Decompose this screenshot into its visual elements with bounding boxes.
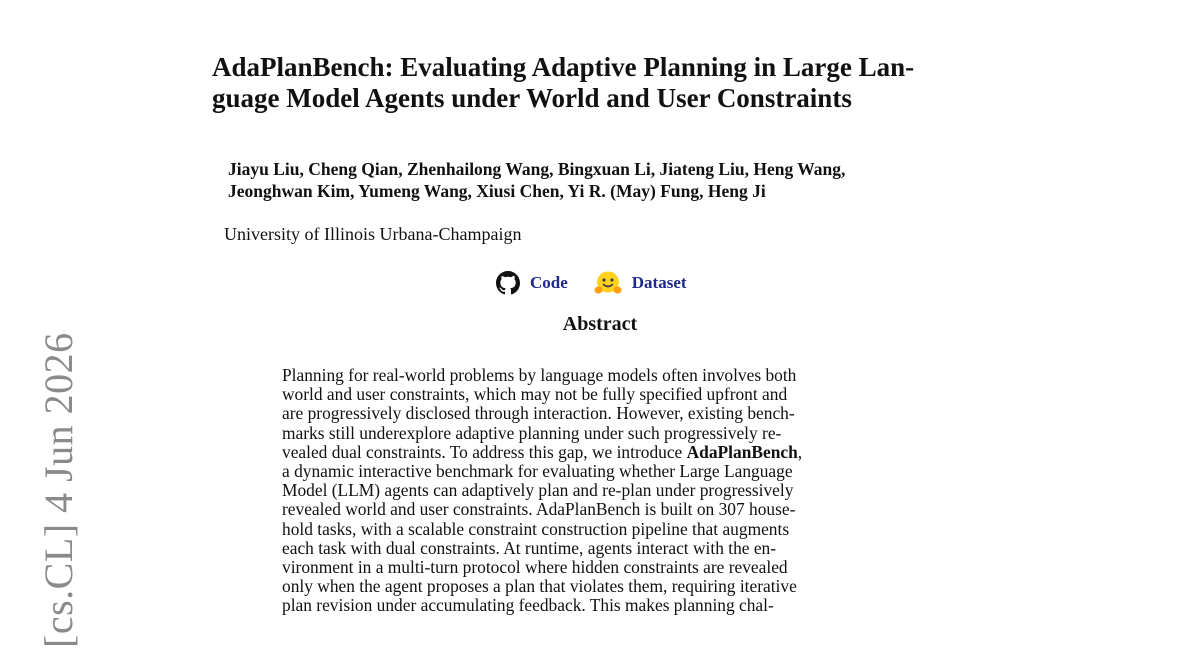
code-link[interactable] xyxy=(496,271,568,295)
arxiv-margin-stamp xyxy=(0,332,90,648)
abstract-line xyxy=(282,366,920,385)
abstract-text: Planning for real-world problems by language models often involves both xyxy=(282,365,797,385)
affiliation: University of Illinois Urbana-Champaign xyxy=(224,224,522,244)
authors-line: Jiayu Liu, Cheng Qian, Zhenhailong Wang, Bingxuan Li, Jiateng Liu, Heng Wang, xyxy=(228,159,846,179)
resource-links xyxy=(496,270,687,296)
arxiv-stamp-text: [cs.CL] 4 Jun 2026 xyxy=(36,332,81,648)
github-icon xyxy=(496,271,520,295)
abstract-text: , xyxy=(797,441,803,462)
abstract-line xyxy=(282,558,920,577)
abstract-text: a dynamic interactive benchmark for evaluating whether Large Language xyxy=(282,461,793,482)
abstract-line xyxy=(282,500,920,519)
abstract-text: hold tasks, with a scalable constraint construction pipeline that augments xyxy=(282,518,790,539)
abstract-text: world and user constraints, which may not be fully specified upfront and xyxy=(282,384,788,405)
abstract-line xyxy=(282,596,920,615)
abstract-line xyxy=(282,424,920,443)
abstract-line xyxy=(282,443,920,462)
paper-title xyxy=(212,52,1012,114)
author-list xyxy=(228,158,988,202)
huggingface-icon xyxy=(594,270,622,296)
title-line: guage Model Agents under World and User Constraints xyxy=(212,83,852,113)
dataset-link[interactable] xyxy=(594,270,687,296)
abstract-line xyxy=(282,462,920,481)
abstract-text: vealed dual constraints. To address this gap, we introduce xyxy=(282,441,687,462)
abstract-line xyxy=(282,481,920,500)
abstract-body xyxy=(282,366,920,616)
dataset-link-label: Dataset xyxy=(631,273,687,292)
abstract-text: only when the agent proposes a plan that violates them, requiring iterative xyxy=(282,576,797,597)
code-link-label: Code xyxy=(530,273,568,292)
abstract-text: marks still underexplore adaptive planning under such progressively re- xyxy=(282,422,782,443)
abstract-line xyxy=(282,404,920,423)
abstract-text: are progressively disclosed through interaction. However, existing bench- xyxy=(282,403,795,424)
abstract-line xyxy=(282,520,920,539)
benchmark-name: AdaPlanBench xyxy=(686,441,798,462)
abstract-text: plan revision under accumulating feedback. This makes planning chal- xyxy=(282,595,774,616)
abstract-line xyxy=(282,385,920,404)
abstract-text: revealed world and user constraints. AdaPlanBench is built on 307 house- xyxy=(282,499,796,520)
abstract-text: each task with dual constraints. At runtime, agents interact with the en- xyxy=(282,537,777,558)
authors-line: Jeonghwan Kim, Yumeng Wang, Xiusi Chen, Yi R. (May) Fung, Heng Ji xyxy=(228,181,766,201)
title-line: AdaPlanBench: Evaluating Adaptive Planning in Large Lan- xyxy=(212,52,915,82)
abstract-text: vironment in a multi-turn protocol where hidden constraints are revealed xyxy=(282,557,788,578)
abstract-line xyxy=(282,577,920,596)
abstract-line xyxy=(282,539,920,558)
abstract-text: Model (LLM) agents can adaptively plan and re-plan under progressively xyxy=(282,480,794,501)
abstract-heading: Abstract xyxy=(562,313,638,335)
